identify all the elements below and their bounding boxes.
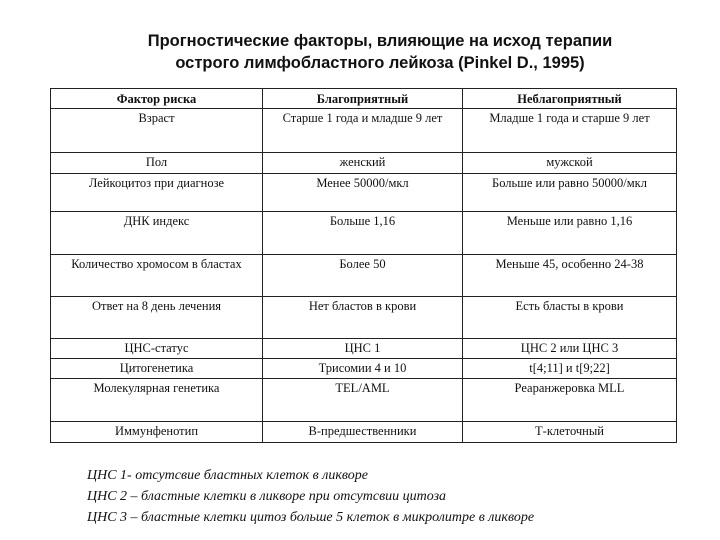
title-line-2: острого лимфобластного лейкоза (Pinkel D., 1995) [175, 54, 585, 72]
table-row [51, 109, 677, 153]
cell-unfavorable: Меньше 45, особенно 24-38 [463, 255, 677, 297]
cell-unfavorable: Меньше или равно 1,16 [463, 212, 677, 255]
note-cns2: ЦНС 2 – бластные клетки в ликворе при отсутсвии цитоза [87, 489, 447, 504]
cell-favorable: Трисомии 4 и 10 [263, 359, 463, 379]
table-row [51, 422, 677, 443]
header-risk-factor: Фактор риска [51, 89, 263, 109]
table-row [51, 174, 677, 212]
cell-favorable: TEL/AML [263, 379, 463, 422]
cell-unfavorable: t[4;11] и t[9;22] [463, 359, 677, 379]
cell-unfavorable: Младше 1 года и старше 9 лет [463, 109, 677, 153]
cell-unfavorable: Есть бласты в крови [463, 297, 677, 339]
table-row [51, 379, 677, 422]
note-cns1: ЦНС 1- отсутсвие бластных клеток в ликворе [87, 468, 369, 483]
table-header-row [51, 89, 677, 109]
cell-factor: Ответ на 8 день лечения [51, 297, 263, 339]
cell-unfavorable: Т-клеточный [463, 422, 677, 443]
cell-factor: Взраст [51, 109, 263, 153]
cell-favorable: Менее 50000/мкл [263, 174, 463, 212]
cell-favorable: Более 50 [263, 255, 463, 297]
title-line-1: Прогностические факторы, влияющие на исход терапии [147, 32, 613, 50]
cell-factor: Лейкоцитоз при диагнозе [51, 174, 263, 212]
cell-factor: ЦНС-статус [51, 339, 263, 359]
cell-unfavorable: ЦНС 2 или ЦНС 3 [463, 339, 677, 359]
table-row [51, 339, 677, 359]
cell-favorable: Старше 1 года и младше 9 лет [263, 109, 463, 153]
table-row [51, 153, 677, 174]
cell-favorable: B-предшественники [263, 422, 463, 443]
cell-factor: Пол [51, 153, 263, 174]
cell-factor: Иммунфенотип [51, 422, 263, 443]
cell-factor: Молекулярная генетика [51, 379, 263, 422]
table-row [51, 359, 677, 379]
prognostic-factors-table [50, 88, 677, 443]
note-cns3: ЦНС 3 – бластные клетки цитоз больше 5 клеток в микролитре в ликворе [87, 510, 535, 525]
cell-favorable: ЦНС 1 [263, 339, 463, 359]
table-row [51, 212, 677, 255]
cns-notes [87, 465, 534, 528]
cell-unfavorable: Больше или равно 50000/мкл [463, 174, 677, 212]
table-row [51, 255, 677, 297]
cell-factor: ДНК индекс [51, 212, 263, 255]
cell-favorable: Больше 1,16 [263, 212, 463, 255]
table-row [51, 297, 677, 339]
page-title [60, 30, 700, 74]
cell-favorable: Нет бластов в крови [263, 297, 463, 339]
cell-unfavorable: Реаранжеровка MLL [463, 379, 677, 422]
header-favorable: Благоприятный [263, 89, 463, 109]
header-unfavorable: Неблагоприятный [463, 89, 677, 109]
cell-factor: Цитогенетика [51, 359, 263, 379]
cell-favorable: женский [263, 153, 463, 174]
cell-unfavorable: мужской [463, 153, 677, 174]
cell-factor: Количество хромосом в бластах [51, 255, 263, 297]
